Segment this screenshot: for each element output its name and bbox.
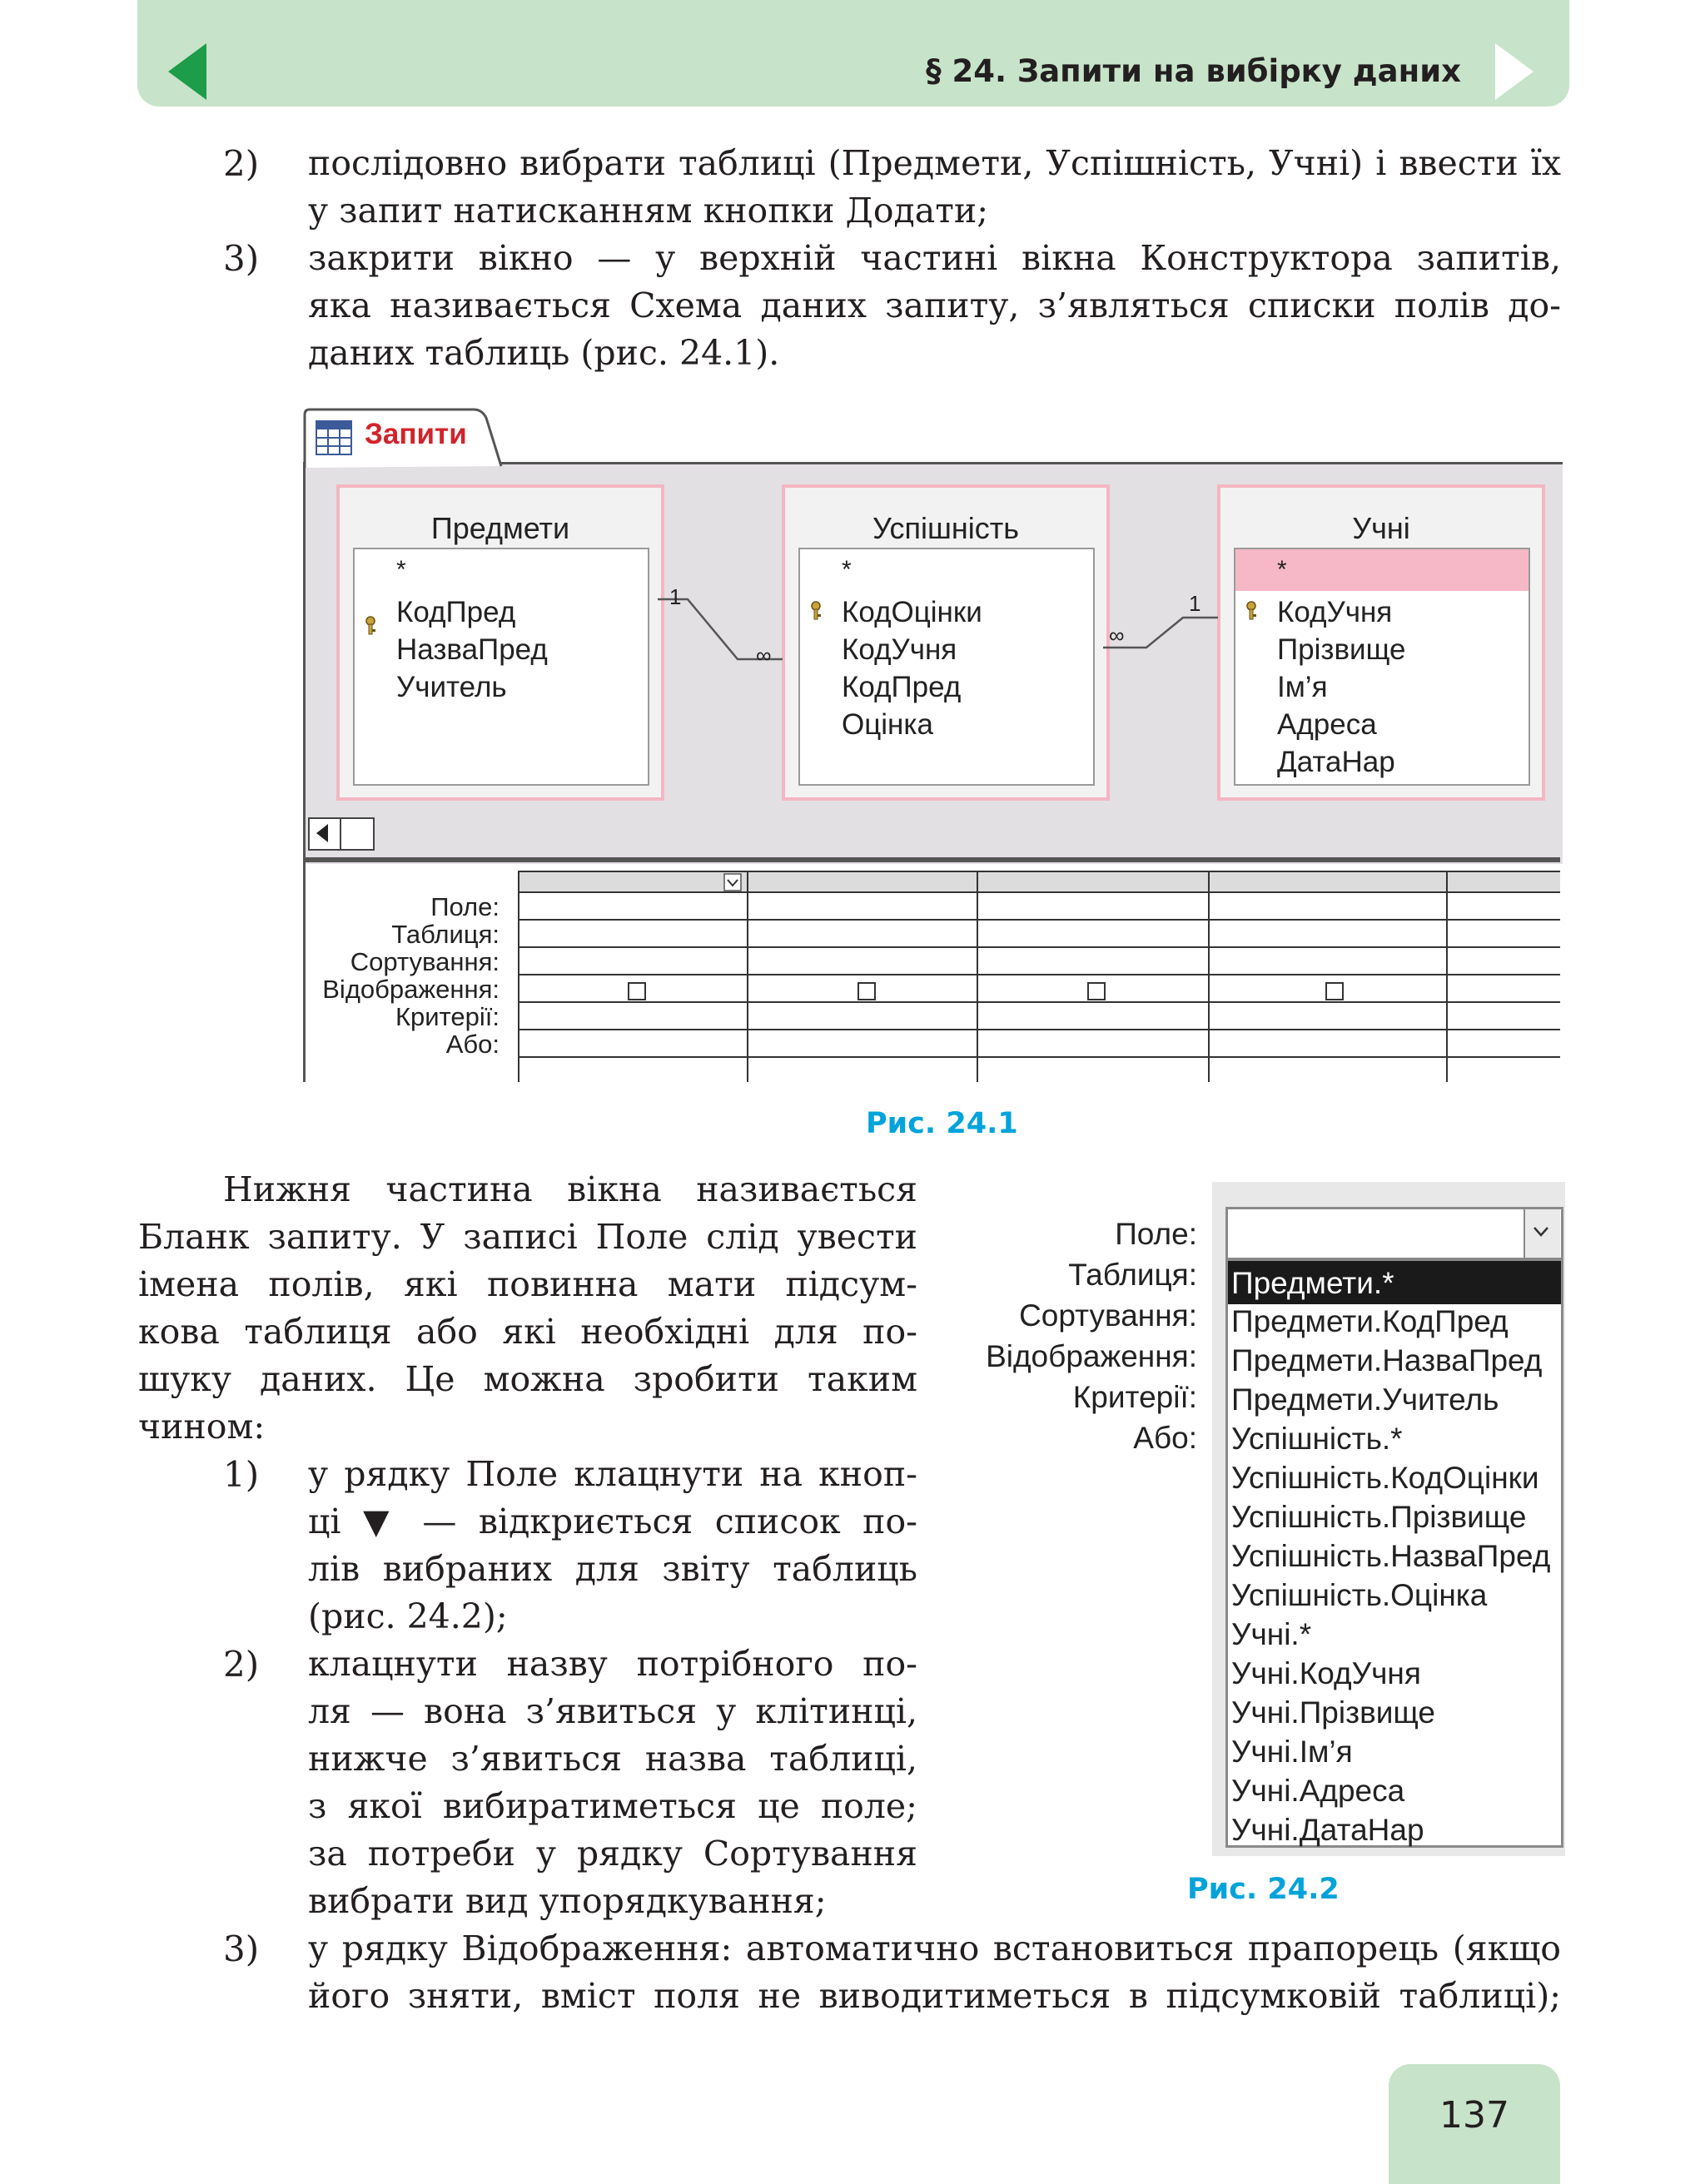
table-title: Успішність (872, 511, 1019, 545)
paragraph-line: кова таблиця або які необхідні для по- (138, 1312, 917, 1352)
field-dropdown-figure (966, 1182, 1569, 1864)
field-list (798, 548, 1095, 786)
step-text-line: закрити вікно — у верхній частині вікна Конструктора запитів, (308, 238, 1561, 278)
field-combobox[interactable] (1225, 1207, 1563, 1260)
relation-many-label: ∞ (1109, 623, 1125, 648)
field-item[interactable]: * (1277, 556, 1287, 583)
dropdown-item[interactable]: Успішність.* (1231, 1422, 1403, 1456)
dropdown-item[interactable]: Успішність.Прізвище (1231, 1500, 1527, 1534)
step-text-line: клацнути назву потрібного по- (308, 1644, 917, 1684)
table-title: Учні (1352, 511, 1410, 545)
paragraph-line: Нижня частина вікна називається (223, 1169, 917, 1209)
field-item[interactable]: КодУчня (842, 633, 957, 666)
field-item[interactable]: Прізвище (1277, 633, 1406, 666)
step-number: 1) (223, 1454, 260, 1495)
field-item[interactable]: КодПред (842, 671, 962, 703)
chevron-down-icon (1532, 1225, 1550, 1238)
dropdown-item[interactable]: Учні.Адреса (1231, 1774, 1405, 1808)
figure-caption: Рис. 24.2 (1187, 1873, 1340, 1906)
step-text-line: лів вибраних для звіту таблиць (308, 1549, 917, 1589)
table-uspishnist[interactable] (782, 484, 1110, 801)
scroll-track[interactable] (375, 817, 1560, 849)
scroll-thumb[interactable] (340, 817, 375, 851)
step-text-line: ці ▼ — відкриється список по- (308, 1502, 917, 1541)
dropdown-item[interactable]: Учні.ДатаНар (1231, 1813, 1424, 1847)
dropdown-item[interactable]: Учні.Ім’я (1231, 1735, 1353, 1769)
dropdown-item[interactable]: Успішність.Оцінка (1231, 1578, 1488, 1612)
grid-label-show: Відображення: (322, 975, 500, 1004)
show-checkbox[interactable] (857, 982, 876, 1000)
dropdown-list[interactable] (1225, 1258, 1563, 1848)
paragraph-line: імена полів, які повинна мати підсум- (138, 1264, 917, 1304)
grid-label-criteria: Критерії: (395, 1002, 500, 1031)
step-text-line: послідовно вибрати таблиці (Предмети, Успішність, Учні) і ввести їх (308, 143, 1561, 183)
relation-one-label: 1 (669, 584, 682, 609)
page-number: 137 (1439, 2094, 1509, 2137)
grid-label-or: Або: (1133, 1421, 1197, 1455)
scroll-left-icon (316, 824, 328, 842)
field-item[interactable]: Ім’я (1277, 671, 1328, 703)
pane-splitter[interactable] (303, 857, 1560, 862)
key-icon (808, 601, 823, 621)
grid-label-criteria: Критерії: (1072, 1380, 1197, 1414)
design-grid[interactable] (518, 871, 1560, 1082)
field-item[interactable]: КодПред (396, 596, 516, 628)
grid-label-sort: Сортування: (1019, 1298, 1197, 1333)
paragraph-line: чином: (138, 1407, 266, 1447)
show-checkbox[interactable] (628, 982, 646, 1000)
step-text-line: з якої вибиратиметься це поле; (308, 1786, 917, 1826)
field-item[interactable]: НазваПред (396, 633, 548, 666)
query-designer-figure (303, 408, 1560, 1082)
key-icon (1244, 601, 1259, 621)
show-checkbox[interactable] (1325, 982, 1344, 1000)
field-list (1234, 548, 1530, 786)
step-text-line: вибрати вид упорядкування; (308, 1881, 827, 1921)
field-item[interactable]: * (842, 556, 852, 583)
relation-many-label: ∞ (756, 643, 772, 668)
dropdown-item[interactable]: Предмети.Учитель (1231, 1382, 1499, 1417)
grid-label-sort: Сортування: (350, 947, 500, 976)
step-text-line: за потреби у рядку Сортування (308, 1834, 917, 1874)
step-text-line: даних таблиць (рис. 24.1). (308, 333, 780, 373)
dropdown-item[interactable]: Учні.* (1231, 1617, 1312, 1651)
grid-label-field: Поле: (430, 892, 500, 921)
previous-arrow-icon[interactable] (168, 43, 206, 100)
field-item[interactable]: КодОцінки (842, 596, 982, 628)
next-arrow-icon[interactable] (1495, 43, 1534, 100)
step-number: 2) (223, 1644, 260, 1685)
grid-labels (303, 892, 500, 1059)
step-number: 3) (223, 238, 260, 279)
table-predmety[interactable] (336, 484, 664, 801)
step-text-line: яка називається Схема даних запиту, з’являться списки полів до- (308, 285, 1561, 325)
show-checkbox[interactable] (1087, 982, 1106, 1000)
key-icon (363, 616, 378, 636)
table-icon (315, 419, 353, 456)
grid-label-field: Поле: (1115, 1217, 1197, 1251)
field-item[interactable]: Учитель (396, 671, 507, 703)
field-item[interactable]: Адреса (1277, 708, 1377, 741)
figure-caption: Рис. 24.1 (866, 1107, 1018, 1140)
grid-label-table: Таблиця: (391, 920, 500, 949)
step-text-line: нижче з’явиться назва таблиці, (308, 1739, 917, 1779)
grid-label-table: Таблиця: (1068, 1258, 1197, 1292)
field-item[interactable]: * (396, 556, 406, 583)
table-uchni[interactable] (1217, 484, 1545, 801)
dropdown-item[interactable]: Успішність.НазваПред (1231, 1539, 1551, 1573)
step-text-line: у рядку Відображення: автоматично встановиться прапорець (якщо (308, 1928, 1561, 1968)
grid-labels (966, 1217, 1197, 1455)
field-item[interactable]: КодУчня (1277, 596, 1393, 628)
step-text-line: у рядку Поле клацнути на кноп- (308, 1454, 917, 1494)
grid-label-or: Або: (445, 1030, 500, 1059)
step-text-line: його зняти, вміст поля не виводитиметься в підсумковій таблиці); (308, 1976, 1561, 2016)
table-title: Предмети (430, 511, 570, 545)
step-text-line: (рис. 24.2); (308, 1596, 508, 1636)
paragraph-line: Бланк запиту. У записі Поле слід увести (138, 1217, 917, 1257)
field-item[interactable]: Оцінка (842, 708, 933, 741)
relation-one-label: 1 (1189, 591, 1201, 616)
grid-label-show: Відображення: (986, 1339, 1197, 1373)
paragraph-line: шуку даних. Це можна зробити таким (138, 1359, 917, 1399)
step-text-line: у запит натисканням кнопки Додати; (308, 191, 989, 231)
field-list (353, 548, 649, 786)
dropdown-item[interactable]: Учні.КодУчня (1231, 1656, 1421, 1690)
step-number: 3) (223, 1928, 260, 1969)
dropdown-item[interactable]: Предмети.НазваПред (1231, 1343, 1543, 1377)
tab-label: Запити (365, 418, 467, 450)
section-title: § 24. Запити на вибірку даних (926, 53, 1461, 89)
dropdown-item[interactable]: Предмети.* (1231, 1266, 1394, 1300)
step-number: 2) (223, 143, 260, 184)
dropdown-item[interactable]: Успішність.КодОцінки (1231, 1461, 1539, 1495)
step-text-line: ля — вона з’явиться у клітинці, (308, 1691, 917, 1731)
dropdown-item[interactable]: Учні.Прізвище (1231, 1695, 1435, 1730)
field-item[interactable]: ДатаНар (1277, 746, 1395, 778)
dropdown-item[interactable]: Предмети.КодПред (1231, 1304, 1509, 1338)
